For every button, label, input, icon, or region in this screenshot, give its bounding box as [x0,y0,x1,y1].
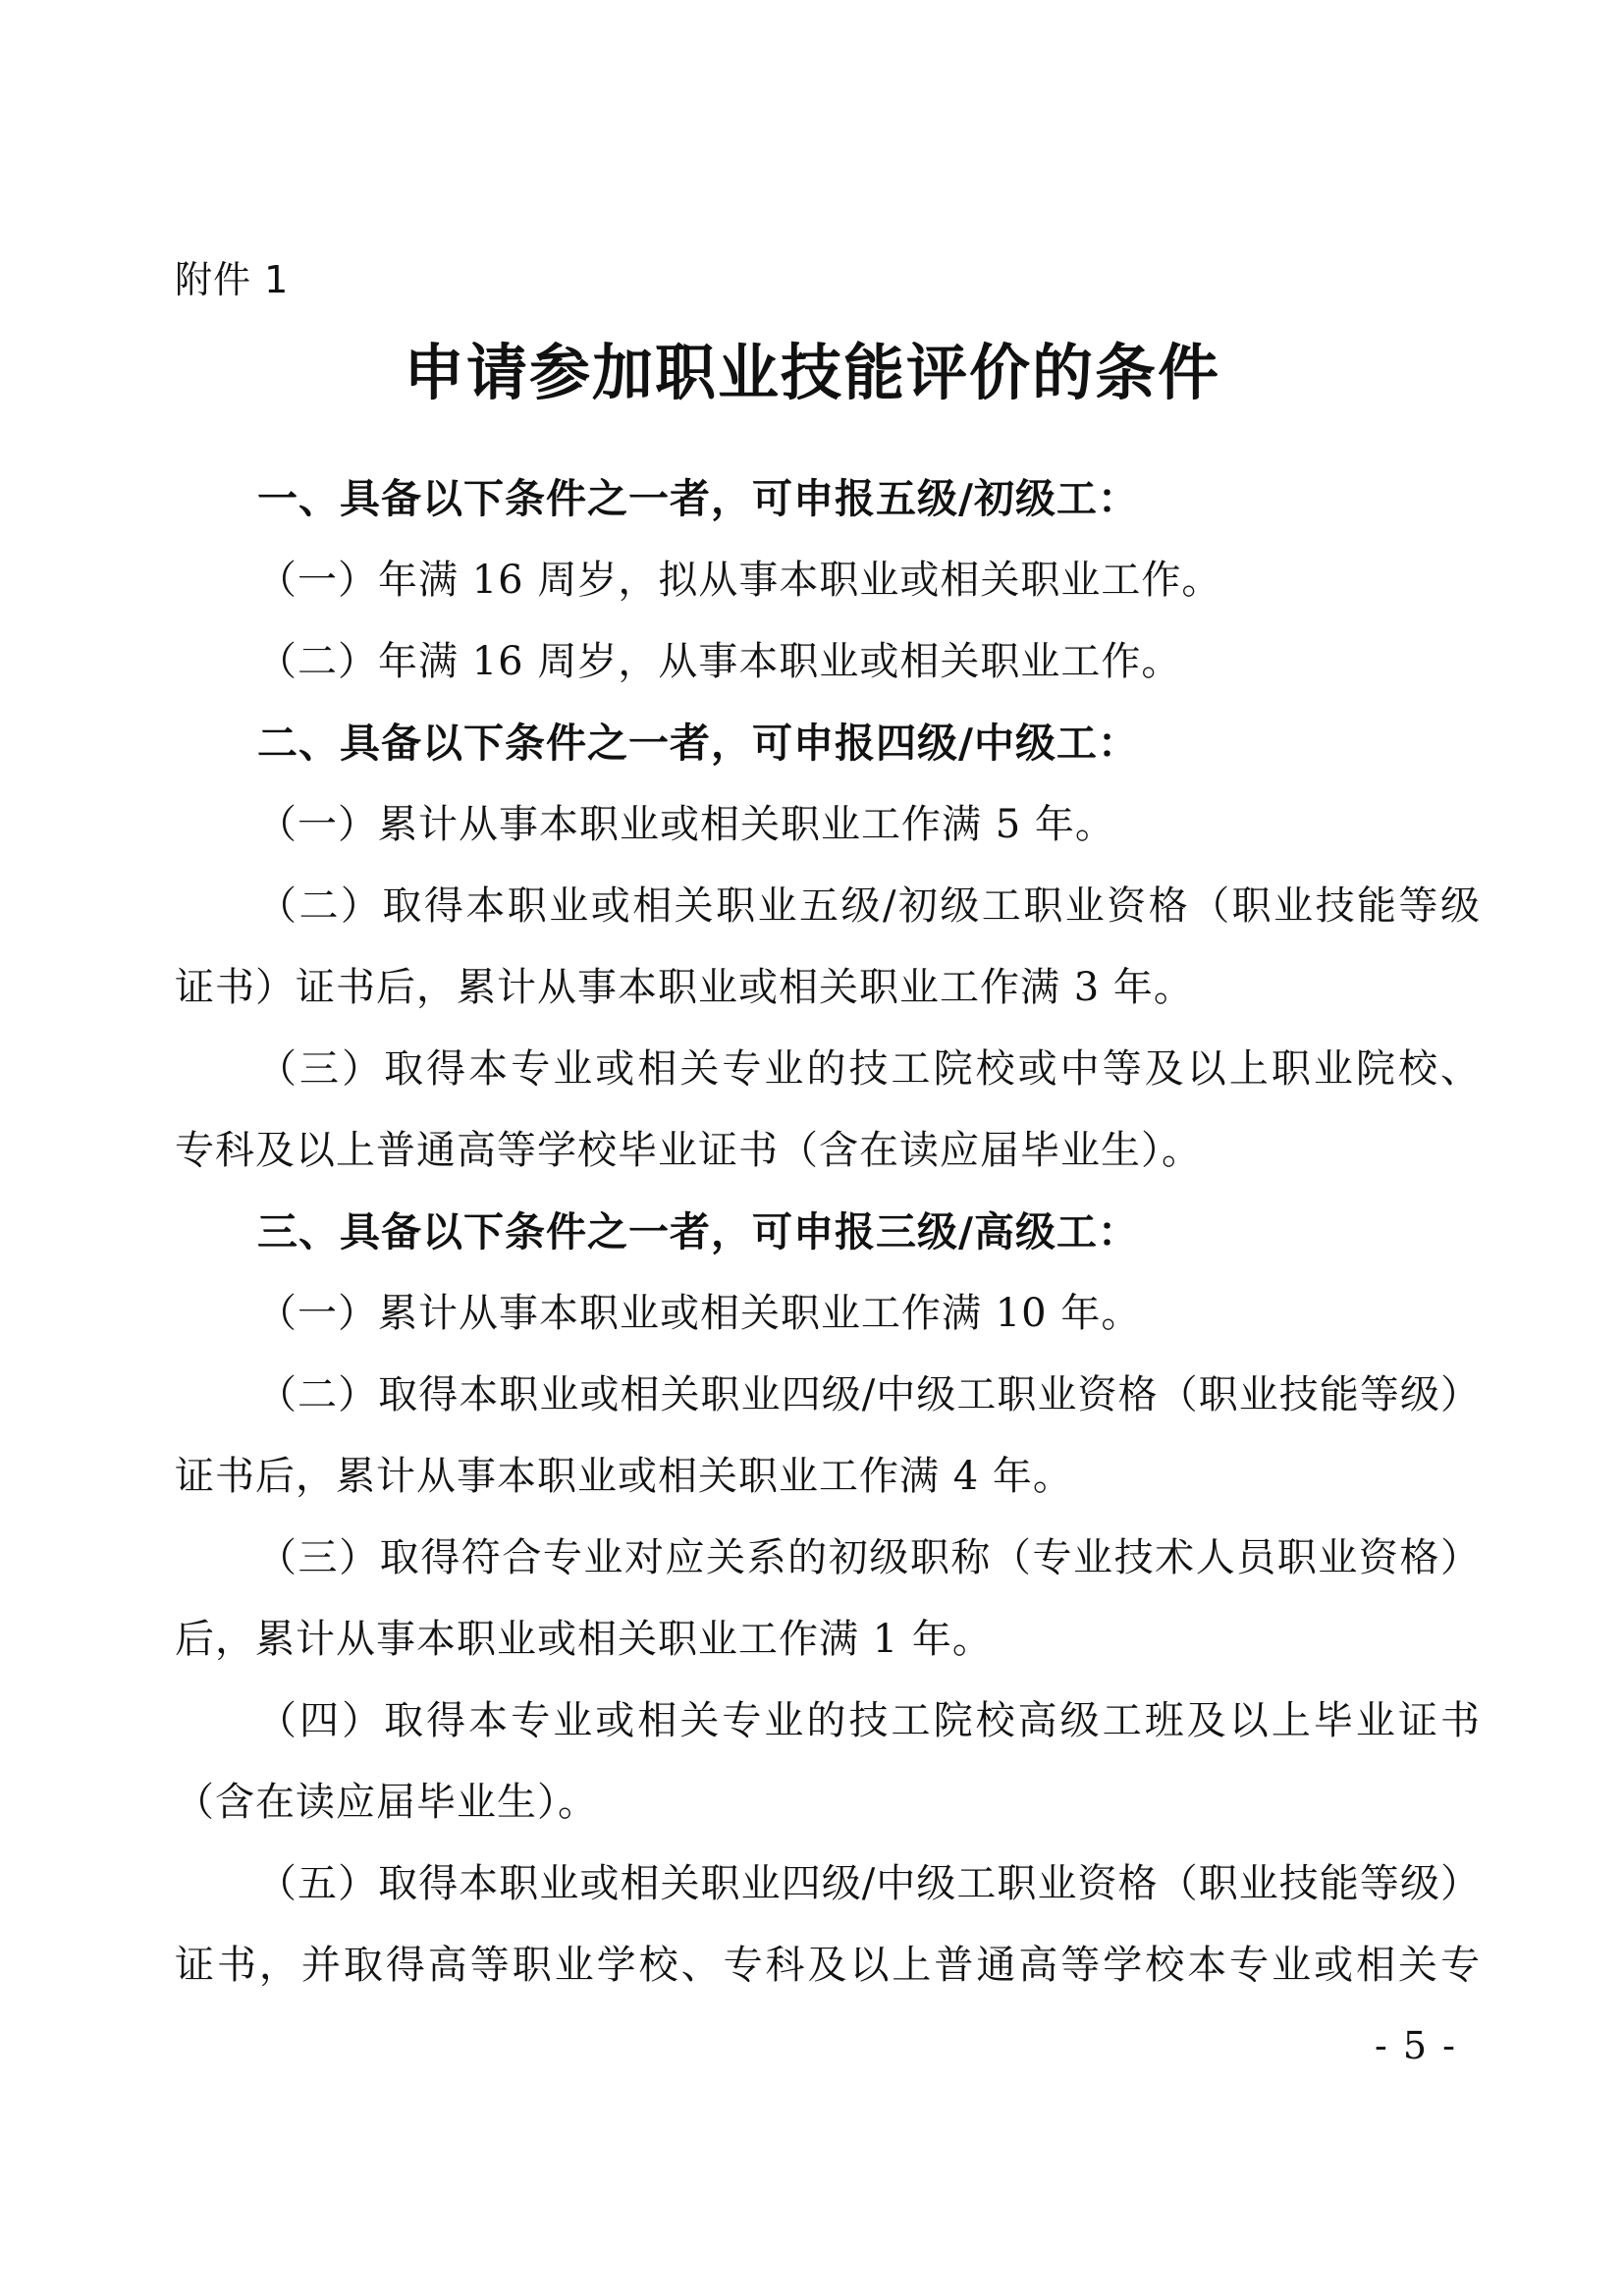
list-item-continuation: （含在读应届毕业生）。 [175,1780,598,1825]
list-item: （二）取得本职业或相关职业四级/中级工职业资格（职业技能等级） [257,1372,1481,1417]
section-heading: 一、具备以下条件之一者，可申报五级/初级工： [257,475,1139,522]
page-title: 申请参加职业技能评价的条件 [403,337,1220,408]
section-heading: 三、具备以下条件之一者，可申报三级/高级工： [257,1208,1139,1255]
section-heading: 二、具备以下条件之一者，可申报四级/中级工： [257,720,1139,767]
list-item: （三）取得本专业或相关专业的技工院校或中等及以上职业院校、 [257,1046,1481,1092]
list-item-continuation: 证书，并取得高等职业学校、专科及以上普通高等学校本专业或相关专 [175,1943,1481,1988]
list-item-continuation: 证书后，累计从事本职业或相关职业工作满 4 年。 [175,1454,1073,1499]
list-item-continuation: 专科及以上普通高等学校毕业证书（含在读应届毕业生）。 [175,1128,1202,1173]
list-item-continuation: 证书）证书后，累计从事本职业或相关职业工作满 3 年。 [175,965,1194,1010]
list-item: （一）累计从事本职业或相关职业工作满 5 年。 [257,802,1115,847]
list-item: （三）取得符合专业对应关系的初级职称（专业技术人员职业资格） [257,1535,1481,1580]
list-item-continuation: 后，累计从事本职业或相关职业工作满 1 年。 [175,1617,993,1662]
page-number: - 5 - [1375,2024,1458,2067]
attachment-label: 附件 1 [175,258,290,301]
list-item: （二）年满 16 周岁，从事本职业或相关职业工作。 [257,639,1182,684]
list-item: （四）取得本专业或相关专业的技工院校高级工班及以上毕业证书 [257,1698,1481,1743]
list-item: （一）年满 16 周岁，拟从事本职业或相关职业工作。 [257,558,1222,603]
list-item: （五）取得本职业或相关职业四级/中级工职业资格（职业技能等级） [257,1861,1481,1906]
list-item: （二）取得本职业或相关职业五级/初级工职业资格（职业技能等级 [257,883,1481,929]
list-item: （一）累计从事本职业或相关职业工作满 10 年。 [257,1291,1142,1336]
